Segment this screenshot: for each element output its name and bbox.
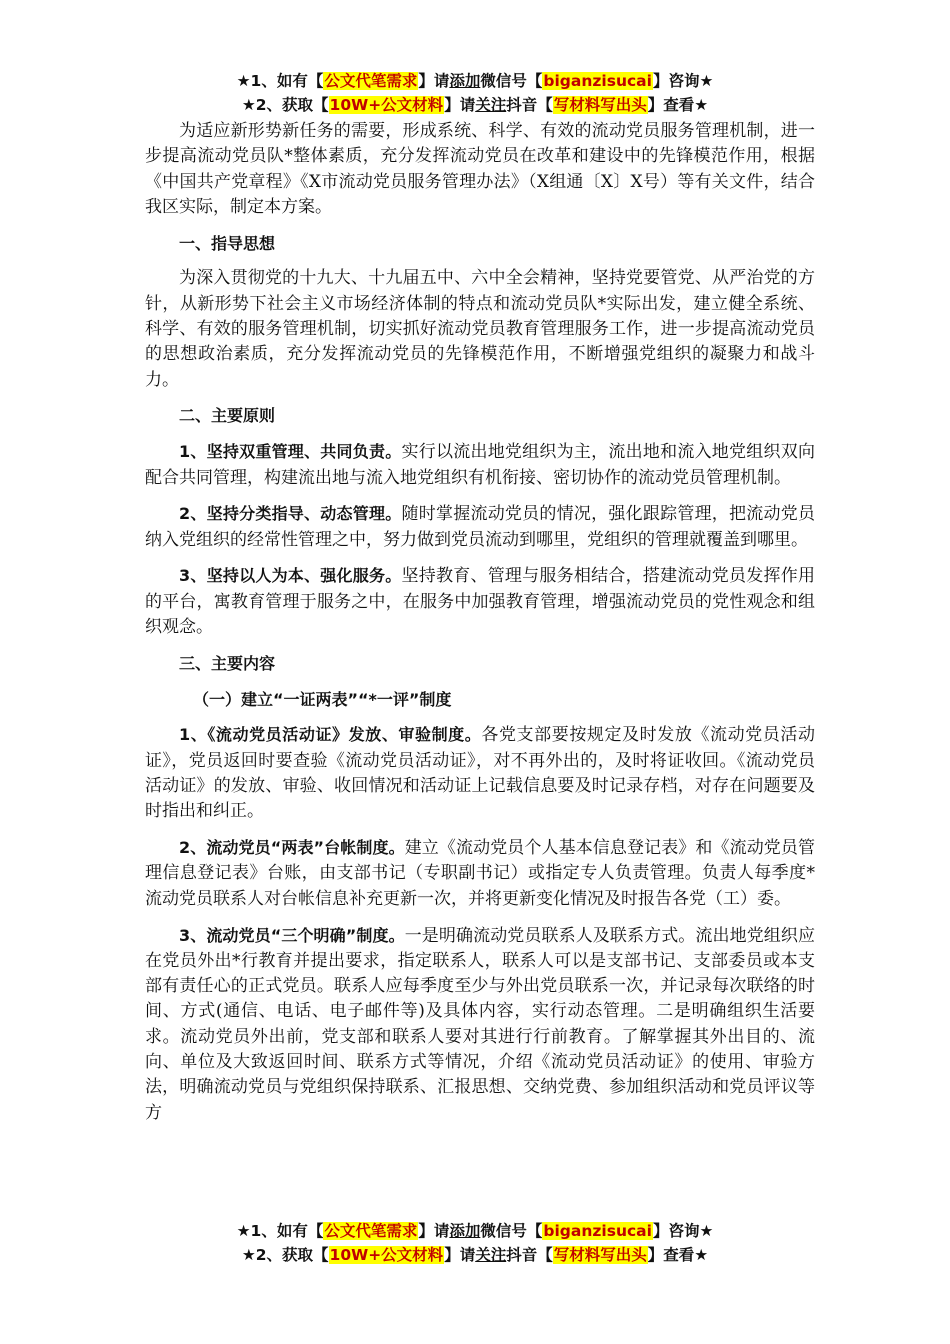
banner-highlight: 10W+公文材料 bbox=[329, 1246, 444, 1264]
banner-wechat-id: biganzisucai bbox=[543, 72, 652, 90]
content-paragraph: 3、流动党员“三个明确”制度。一是明确流动党员联系人及联系方式。流出地党组织应在党员外出*行教育并提出要求，指定联系人，联系人可以是支部书记、支部委员或本支部有责任心的正式党员。联系人应每季度至少与外出党员联系一次，并记录每次联络的时间、方式(通信、电话、电子邮件等)及具体内容，实行动态管理。二是明确组织生活要求。流动党员外出前，党支部和联系人要对其进行行前教育。了解掌握其外出目的、流向、单位及大致返回时间、联系方式等情况，介绍《流动党员活动证》的使用、审验方法，明确流动党员与党组织保持联系、汇报思想、交纳党费、参加组织活动和党员评议等方 bbox=[145, 925, 816, 1123]
banner-wechat-id: biganzisucai bbox=[543, 1222, 652, 1240]
banner-highlight: 10W+公文材料 bbox=[329, 96, 444, 114]
section-heading: 二、主要原则 bbox=[179, 406, 276, 426]
bottom-banner bbox=[0, 1219, 950, 1267]
principle-paragraph: 2、坚持分类指导、动态管理。随时掌握流动党员的情况，强化跟踪管理，把流动党员纳入党组织的经常性管理之中，努力做到党员流动到哪里，党组织的管理就覆盖到哪里。 bbox=[145, 504, 816, 550]
banner-line-1: ★1、如有【公文代笔需求】请添加微信号【biganzisucai】咨询★ bbox=[236, 72, 714, 90]
content-paragraph: 2、流动党员“两表”台帐制度。建立《流动党员个人基本信息登记表》和《流动党员管理信息登记表》台账，由支部书记（专职副书记）或指定专人负责管理。负责人每季度*流动党员联系人对台帐信息补充更新一次，并将更新变化情况及时报告各党（工）委。 bbox=[145, 838, 816, 909]
section-heading: 一、指导思想 bbox=[179, 233, 276, 253]
section-heading: 三、主要内容 bbox=[179, 653, 276, 673]
document-body bbox=[145, 119, 815, 1136]
banner-douyin-id: 写材料写出头 bbox=[553, 1246, 647, 1264]
banner-line-1: ★1、如有【公文代笔需求】请添加微信号【biganzisucai】咨询★ bbox=[236, 1222, 714, 1240]
banner-douyin-id: 写材料写出头 bbox=[553, 96, 647, 114]
top-banner bbox=[0, 69, 950, 117]
intro-paragraph: 为适应新形势新任务的需要，形成系统、科学、有效的流动党员服务管理机制，进一步提高流动党员队*整体素质，充分发挥流动党员在改革和建设中的先锋模范作用，根据《中国共产党章程》《X市流动党员服务管理办法》（X组通〔X〕X号）等有关文件，结合我区实际，制定本方案。 bbox=[145, 121, 815, 217]
content-paragraph: 1、《流动党员活动证》发放、审验制度。各党支部要按规定及时发放《流动党员活动证》，党员返回时要查验《流动党员活动证》，对不再外出的，及时将证收回。《流动党员活动证》的发放、审验、收回情况和活动证上记载信息要及时记录存档，对存在问题要及时指出和纠正。 bbox=[145, 725, 815, 822]
banner-line-2: ★2、获取【10W+公文材料】请关注抖音【写材料写出头】查看★ bbox=[241, 96, 709, 114]
principle-paragraph: 1、坚持双重管理、共同负责。实行以流出地党组织为主，流出地和流入地党组织双向配合共同管理，构建流出地与流入地党组织有机衔接、密切协作的流动党员管理机制。 bbox=[145, 442, 816, 488]
body-paragraph: 为深入贯彻党的十九大、十九届五中、六中全会精神，坚持党要管党、从严治党的方针，从新形势下社会主义市场经济体制的特点和流动党员队*实际出发，建立健全系统、科学、有效的服务管理机制，切实抓好流动党员教育管理服务工作，进一步提高流动党员的思想政治素质，充分发挥流动党员的先锋模范作用，不断增强党组织的凝聚力和战斗力。 bbox=[145, 268, 815, 390]
banner-highlight: 公文代笔需求 bbox=[324, 72, 418, 90]
principle-paragraph: 3、坚持以人为本、强化服务。坚持教育、管理与服务相结合，搭建流动党员发挥作用的平台，寓教育管理于服务之中，在服务中加强教育管理，增强流动党员的党性观念和组织观念。 bbox=[145, 566, 816, 638]
banner-line-2: ★2、获取【10W+公文材料】请关注抖音【写材料写出头】查看★ bbox=[241, 1246, 709, 1264]
subsection-heading: （一）建立“一证两表”“*一评”制度 bbox=[193, 689, 452, 709]
banner-highlight: 公文代笔需求 bbox=[324, 1222, 418, 1240]
